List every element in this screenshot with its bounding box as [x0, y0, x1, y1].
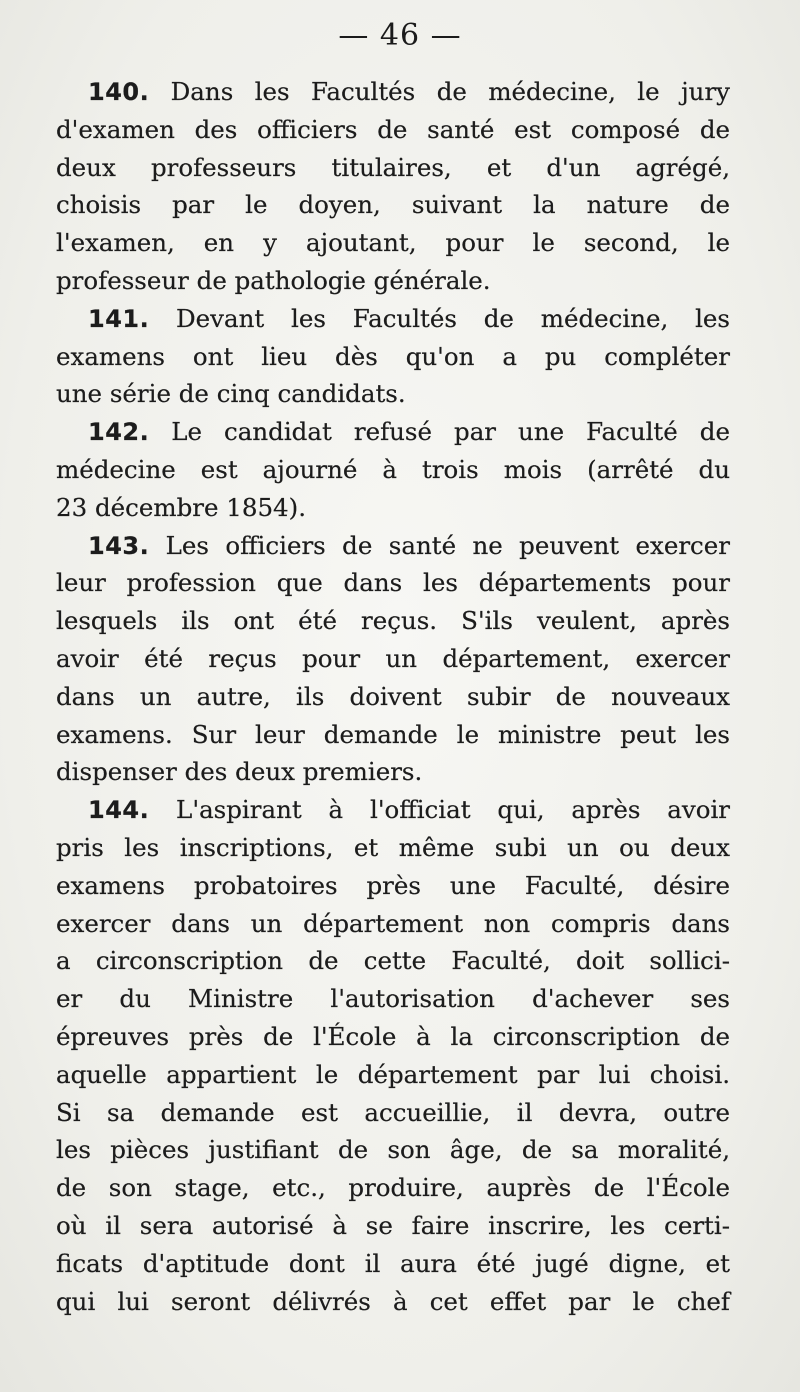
paragraph-142-line-1: [56, 413, 730, 451]
text-line: Si sa demande est accueillie, il devra, outre: [56, 1097, 730, 1127]
text-line: dans un autre, ils doivent subir de nouveaux: [56, 681, 730, 711]
text-line: examens probatoires près une Faculté, désire: [56, 870, 730, 900]
paragraph-number-144: 144.: [88, 796, 150, 825]
text-line: 23 décembre 1854).: [56, 492, 306, 522]
paragraph-140-line-1: [56, 73, 730, 111]
text-line: de son stage, etc., produire, auprès de l'École: [56, 1173, 730, 1203]
text-line: pris les inscriptions, et même subi un ou deux: [56, 832, 730, 862]
paragraph-number-140: 140.: [88, 78, 150, 106]
text-line: examens. Sur leur demande le ministre peut les: [56, 719, 730, 749]
text-line: choisis par le doyen, suivant la nature de: [56, 190, 730, 220]
paragraph-144-line-1: [56, 791, 730, 829]
paragraph-number-143: 143.: [88, 531, 150, 560]
text-line: ficats d'aptitude dont il aura été jugé digne, et: [56, 1248, 730, 1278]
paragraph-143-line-1: [56, 527, 730, 565]
text-line: exercer dans un département non compris dans: [56, 908, 730, 938]
text-line: d'examen des officiers de santé est composé de: [56, 114, 730, 144]
text-line: médecine est ajourné à trois mois (arrêté du: [56, 454, 730, 484]
text-line: professeur de pathologie générale.: [56, 265, 491, 295]
text-line: Le candidat refusé par une Faculté de: [149, 417, 730, 447]
text-line: a circonscription de cette Faculté, doit sollici-: [56, 946, 730, 976]
text-line: les pièces justifiant de son âge, de sa moralité,: [56, 1135, 730, 1165]
text-line: lesquels ils ont été reçus. S'ils veulent, après: [56, 606, 730, 636]
text-line: épreuves près de l'École à la circonscription de: [56, 1021, 730, 1051]
text-line: aquelle appartient le département par lui choisi.: [56, 1059, 730, 1089]
text-line: l'examen, en y ajoutant, pour le second, le: [56, 228, 730, 258]
text-line: examens ont lieu dès qu'on a pu compléter: [56, 341, 730, 371]
text-line: qui lui seront délivrés à cet effet par le chef: [56, 1286, 730, 1316]
text-line: er du Ministre l'autorisation d'achever ses: [56, 984, 730, 1014]
paragraph-number-142: 142.: [88, 418, 150, 447]
page-number: — 46 —: [338, 18, 462, 53]
paragraph-141-line-1: [56, 300, 730, 338]
text-line: Devant les Facultés de médecine, les: [149, 303, 730, 333]
text-line: Dans les Facultés de médecine, le jury: [149, 77, 730, 106]
text-line: Les officiers de santé ne peuvent exercer: [149, 530, 730, 560]
text-line: dispenser des deux premiers.: [56, 757, 423, 787]
text-line: où il sera autorisé à se faire inscrire, les certi-: [56, 1210, 730, 1240]
page-text: [56, 73, 730, 1320]
text-line: une série de cinq candidats.: [56, 379, 406, 409]
paragraph-number-141: 141.: [88, 304, 150, 333]
text-line: L'aspirant à l'officiat qui, après avoir: [149, 795, 730, 825]
text-line: leur profession que dans les départements pour: [56, 568, 730, 598]
text-line: deux professeurs titulaires, et d'un agrégé,: [56, 152, 730, 182]
text-line: avoir été reçus pour un département, exercer: [56, 643, 730, 673]
